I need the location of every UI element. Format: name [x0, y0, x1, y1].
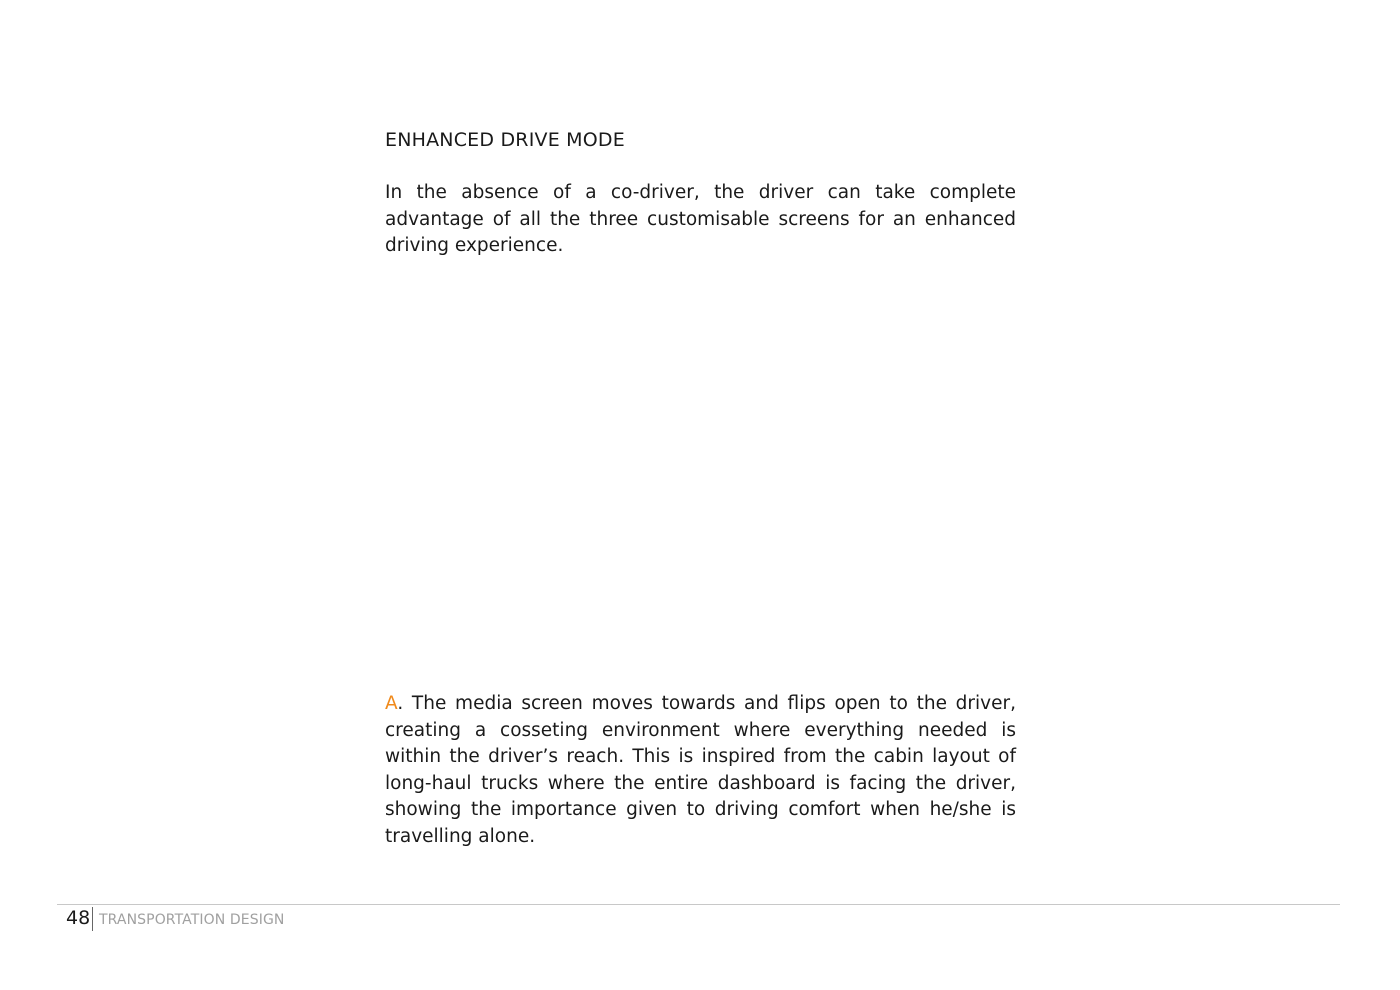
- intro-paragraph: In the absence of a co-driver, the driver can take complete advantage of all the three customisable screens for an enhanced driving experience.: [385, 182, 1016, 257]
- note-text: . The media screen moves towards and flips open to the driver, creating a cosseting environment where everything needed is within the driver’s reach. This is inspired from the cabin layout of long-haul trucks where the entire dashboard is facing the driver, showing the importance given to driving comfort when he/she is travelling alone.: [385, 693, 1016, 847]
- footer-divider-line: [57, 904, 1340, 905]
- note-a-paragraph: [385, 691, 1016, 851]
- footer-section-label: TRANSPORTATION DESIGN: [99, 912, 285, 928]
- section-heading: ENHANCED DRIVE MODE: [385, 129, 625, 151]
- page-number-divider: [92, 907, 93, 931]
- note-marker: A: [385, 693, 398, 714]
- page-number: 48: [66, 907, 91, 929]
